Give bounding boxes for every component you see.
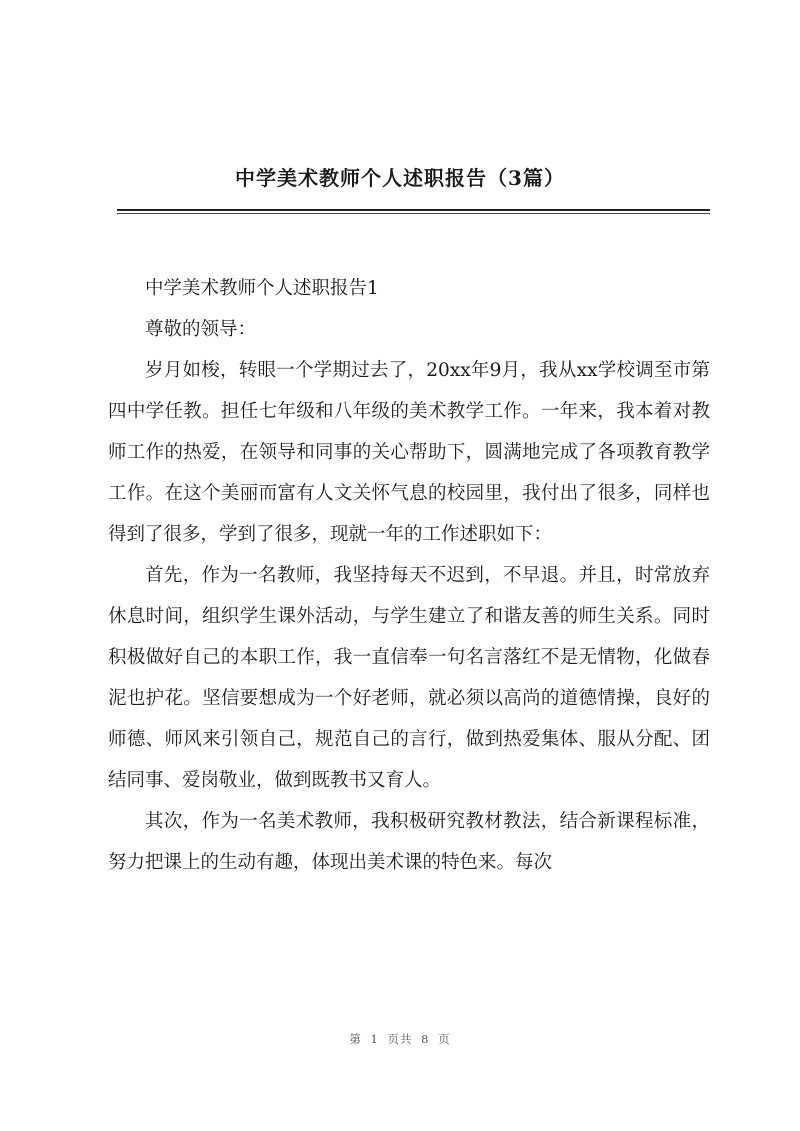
paragraph-2: 首先，作为一名教师，我坚持每天不迟到，不早退。并且，时常放弃休息时间，组织学生课外活动，与学生建立了和谐友善的师生关系。同时积极做好自己的本职工作，我一直信奉一句名言落红不是无情物，化做春泥也护花。坚信要想成为一个好老师，就必须以高尚的道德情操，良好的师德、师风来引领自己，规范自己的言行，做到热爱集体、服从分配、团结同事、爱岗敬业，做到既教书又育人。: [108, 565, 710, 791]
section-heading: 中学美术教师个人述职报告1: [145, 278, 379, 299]
page-number-footer: 第 1 页共 8 页: [349, 1032, 451, 1046]
title-divider: [117, 209, 710, 211]
salutation: 尊敬的领导：: [145, 319, 257, 340]
document-title: 中学美术教师个人述职报告（3篇）: [235, 166, 565, 190]
paragraph-3: 其次，作为一名美术教师，我积极研究教材教法，结合新课程标准，努力把课上的生动有趣，体现出美术课的特色来。每次: [108, 811, 710, 873]
document-body: [108, 268, 710, 883]
paragraph-1: 岁月如梭，转眼一个学期过去了，20xx年9月，我从xx学校调至市第四中学任教。担任七年级和八年级的美术教学工作。一年来，我本着对教师工作的热爱，在领导和同事的关心帮助下，圆满地完成了各项教育教学工作。在这个美丽而富有人文关怀气息的校园里，我付出了很多，同样也得到了很多，学到了很多，现就一年的工作述职如下：: [108, 360, 710, 545]
